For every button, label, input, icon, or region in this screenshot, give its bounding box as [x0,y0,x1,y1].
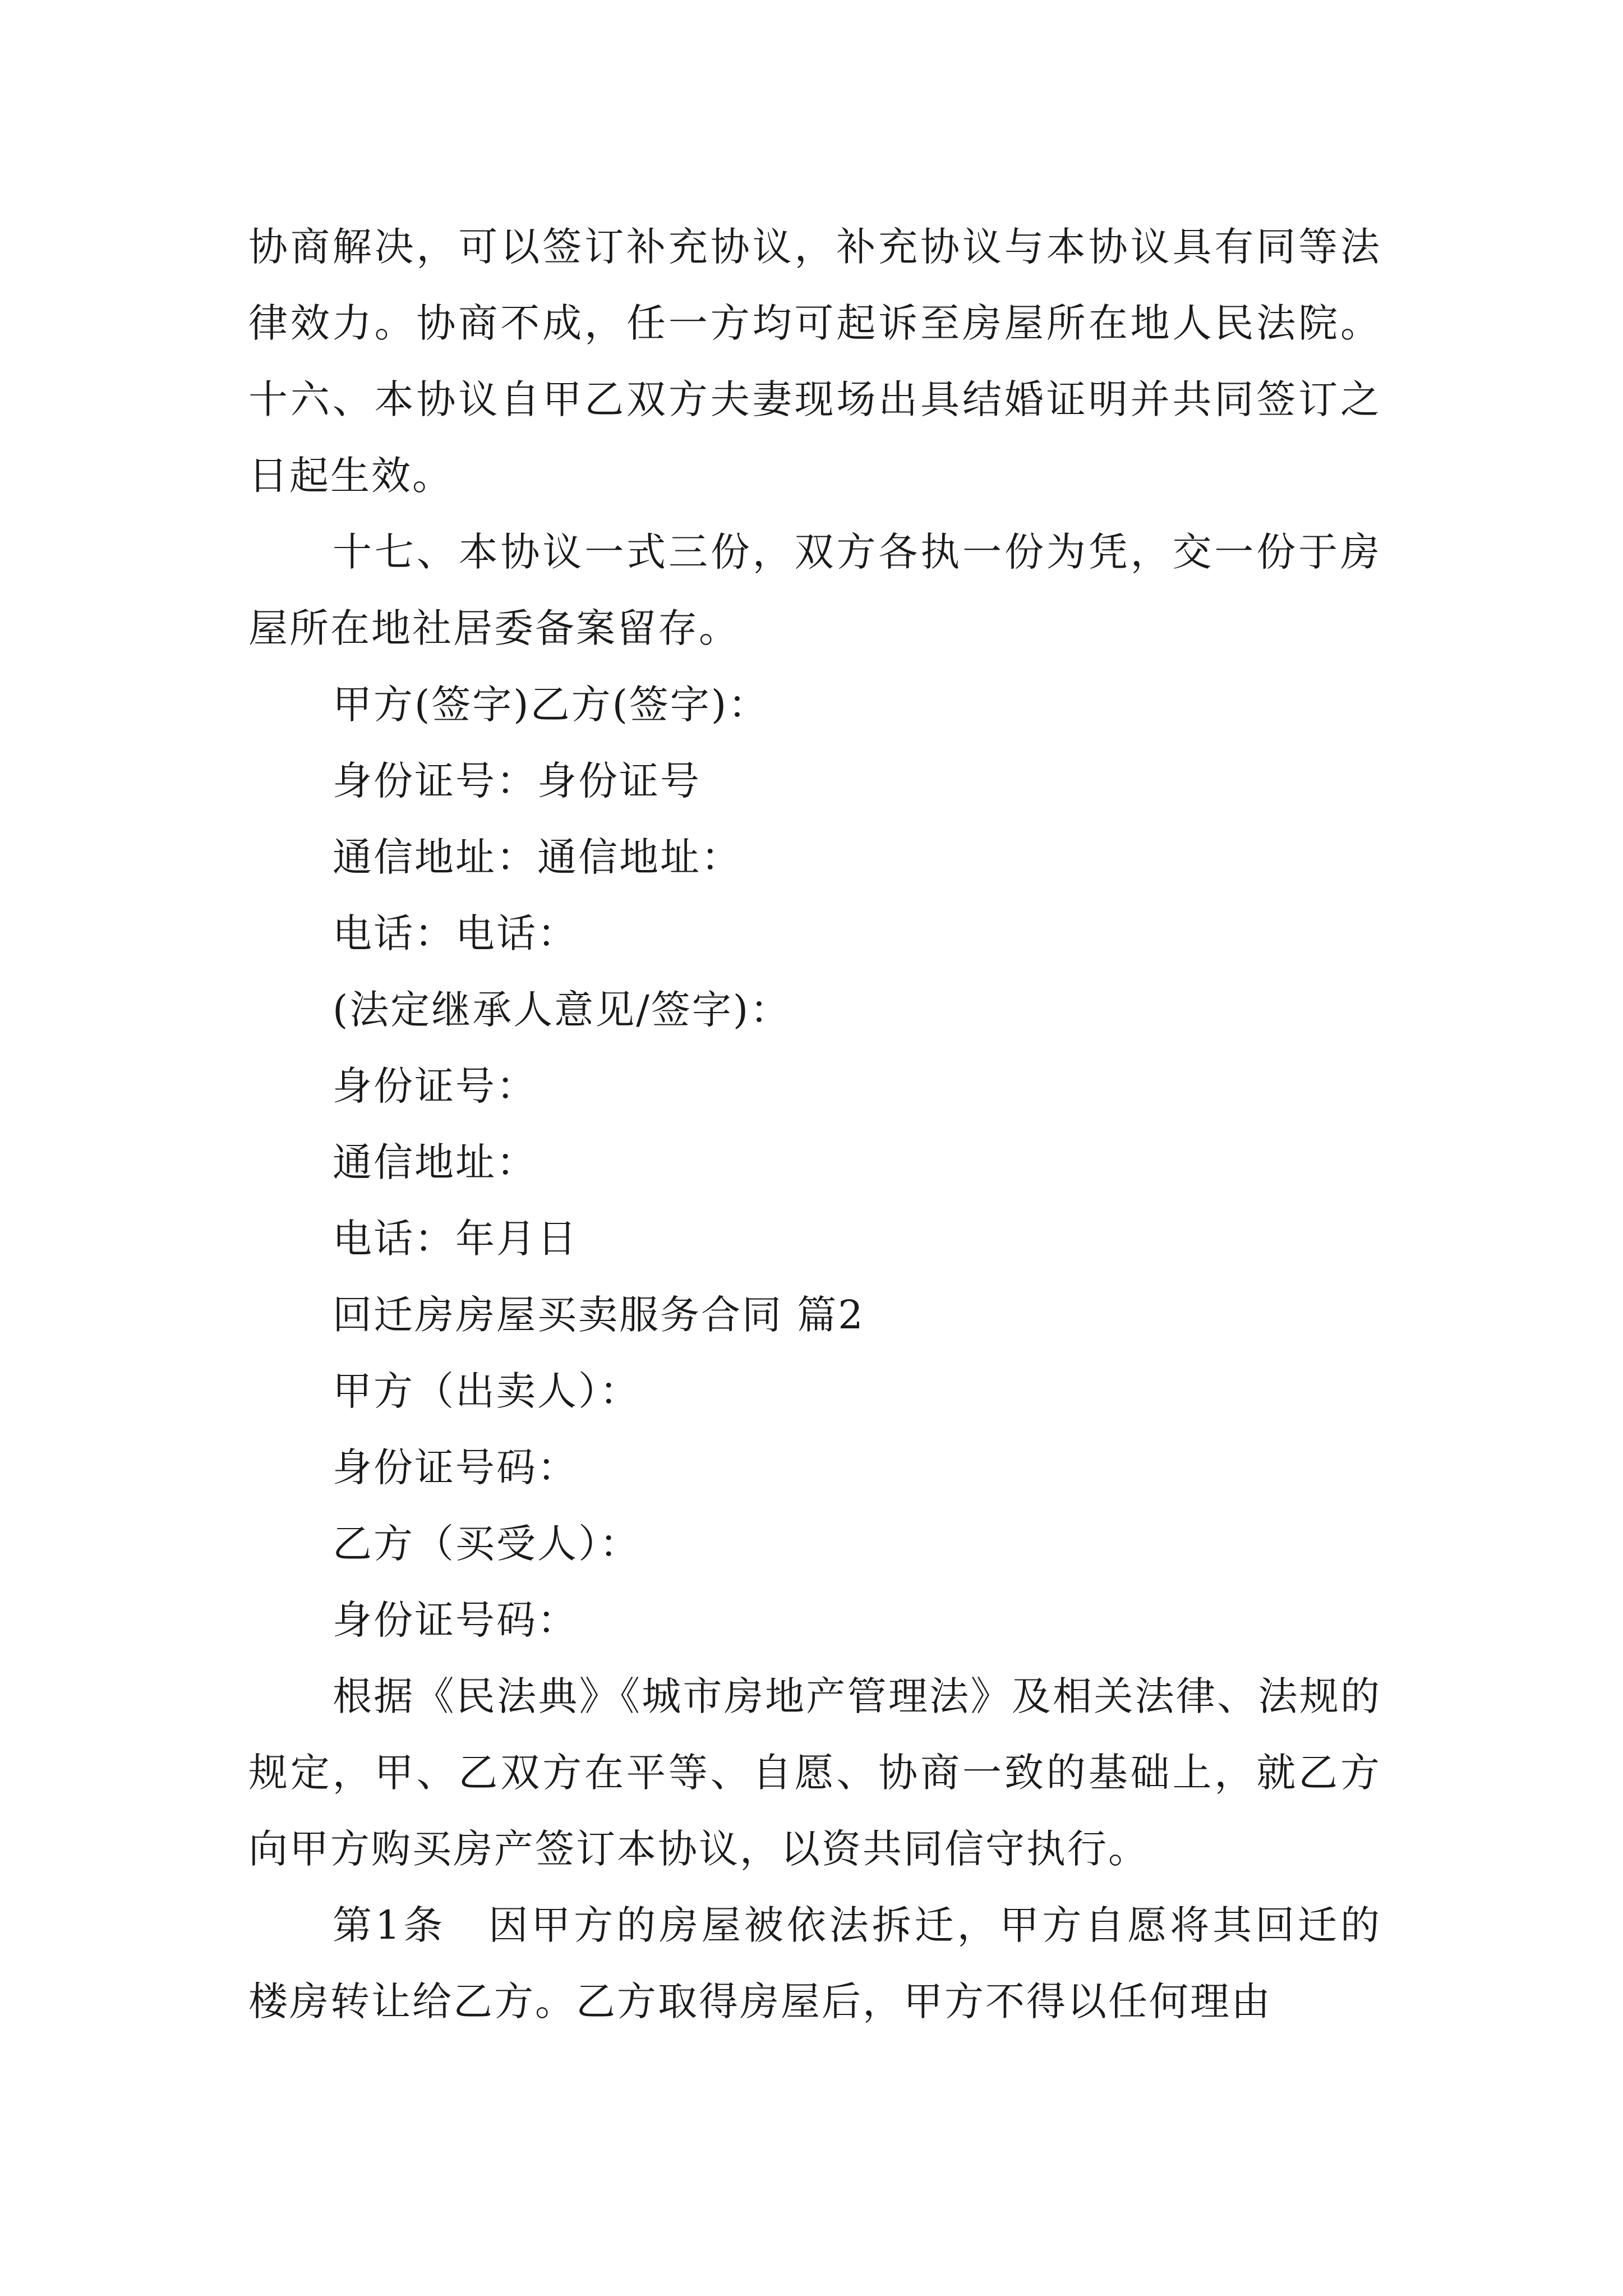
buyer-id-line: 身份证号码： [333,1597,578,1643]
paragraph-copies: 十七、本协议一式三份，双方各执一份为凭，交一份于房屋所在地社居委备案留存。 [248,529,1381,651]
heir-address-line: 通信地址： [333,1139,537,1185]
seller-id-line: 身份证号码： [333,1444,578,1490]
phone-line-parties: 电话：电话： [333,910,578,956]
paragraph-dispute-resolution: 协商解决，可以签订补充协议，补充协议与本协议具有同等法律效力。协商不成，任一方均可起诉至房屋所在地人民法院。十六、本协议自甲乙双方夫妻现场出具结婚证明并共同签订之日起生效。 [248,224,1381,499]
contract-section-title: 回迁房房屋买卖服务合同 篇2 [333,1292,865,1338]
signature-line-parties: 甲方(签字)乙方(签字)： [333,682,769,728]
address-line-parties: 通信地址：通信地址： [333,834,742,880]
seller-line: 甲方（出卖人）： [333,1368,640,1414]
buyer-line: 乙方（买受人）： [333,1521,640,1567]
document-body [248,209,1381,2040]
paragraph-article-1: 第1条 因甲方的房屋被依法拆迁，甲方自愿将其回迁的楼房转让给乙方。乙方取得房屋后，甲方不得以任何理由 [248,1902,1381,2024]
id-number-line-parties: 身份证号：身份证号 [333,758,701,804]
heir-phone-date-line: 电话：年月日 [333,1216,578,1262]
heir-signature-line: (法定继承人意见/签字)： [333,987,791,1033]
heir-id-number-line: 身份证号： [333,1063,537,1109]
paragraph-legal-basis: 根据《民法典》《城市房地产管理法》及相关法律、法规的规定，甲、乙双方在平等、自愿、协商一致的基础上，就乙方向甲方购买房产签订本协议，以资共同信守执行。 [248,1673,1381,1872]
